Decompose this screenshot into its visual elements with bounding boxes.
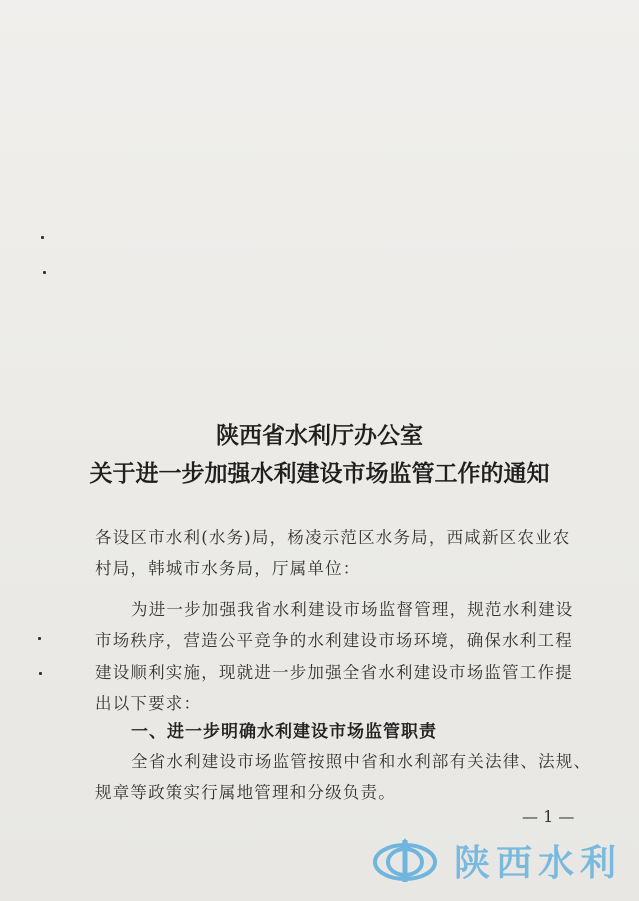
document-title-line1: 陕西省水利厅办公室: [216, 422, 423, 449]
body-line4: 出以下要求：: [95, 694, 202, 713]
scan-speck: [41, 236, 44, 239]
page-number: — 1 —: [522, 807, 575, 826]
addressee-line2: 村局，韩城市水务局，厅属单位：: [95, 559, 361, 578]
watermark-text: 陕西水利: [454, 842, 623, 884]
watermark: [370, 832, 622, 888]
scan-speck: [43, 271, 46, 274]
body-line3: 建设顺利实施，现就进一步加强全省水利建设市场监管工作提: [95, 663, 573, 682]
section1-line1: 全省水利建设市场监管按照中省和水利部有关法律、法规、: [131, 752, 592, 771]
addressee-line1: 各设区市水利(水务)局，杨凌示范区水务局，西咸新区农业农: [95, 528, 571, 547]
section1-line2: 规章等政策实行属地管理和分级负责。: [95, 783, 396, 802]
document-title-line2: 关于进一步加强水利建设市场监管工作的通知: [89, 460, 550, 487]
scan-speck: [39, 672, 42, 675]
water-drop-logo-icon: [370, 836, 440, 884]
scan-speck: [38, 637, 41, 640]
body-line1: 为进一步加强我省水利建设市场监督管理，规范水利建设: [131, 600, 574, 619]
body-line2: 市场秩序，营造公平竞争的水利建设市场环境，确保水利工程: [95, 631, 573, 650]
section1-heading: 一、进一步明确水利建设市场监管职责: [131, 722, 437, 742]
